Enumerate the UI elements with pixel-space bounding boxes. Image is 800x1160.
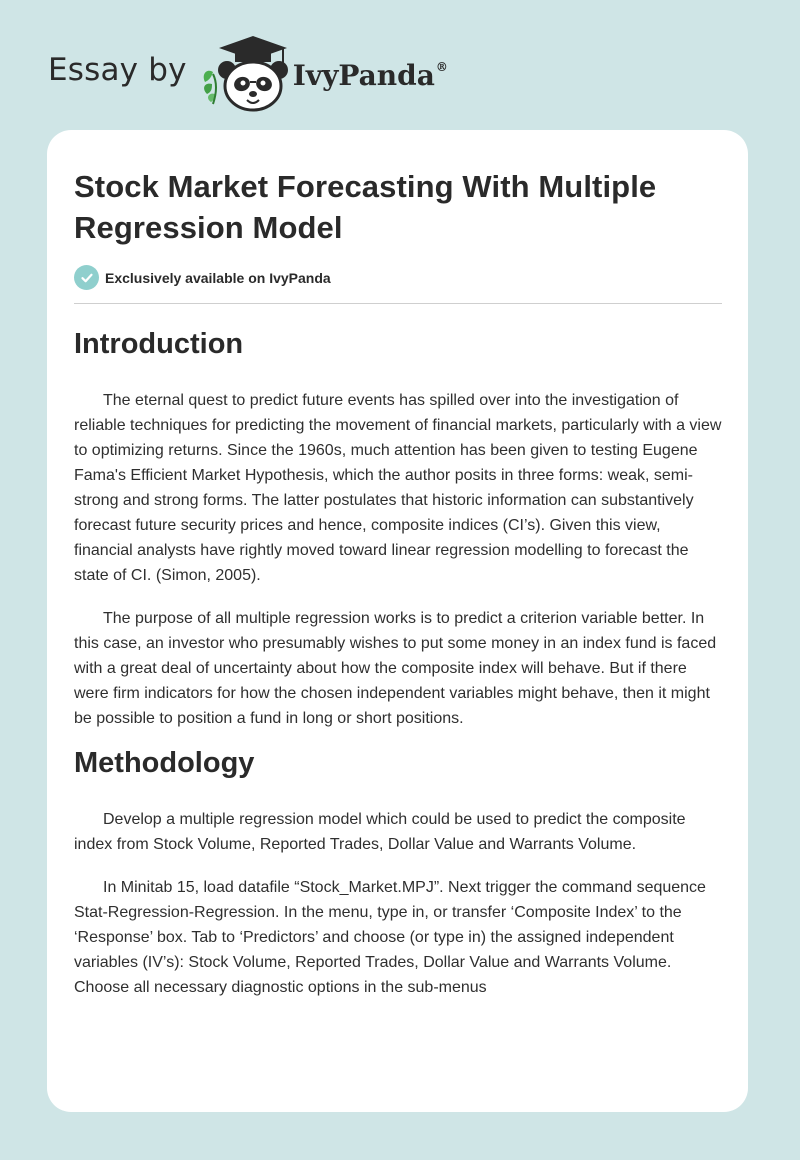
divider: [74, 303, 722, 304]
site-header: [48, 34, 448, 114]
essay-card: [47, 130, 748, 1112]
check-icon: [74, 265, 99, 290]
panda-logo-icon[interactable]: [187, 32, 291, 117]
paragraph: In Minitab 15, load datafile “Stock_Market.MPJ”. Next trigger the command sequence Stat-Regression-Regression. In the menu, type in, or transfer ‘Composite Index’ to the ‘Response’ box. Tab to ‘Predictors’ and choose (or type in) the assigned independent variables (IV’s): Stock Volume, Reported Trades, Dollar Value and Warrants Volume. Choose all necessary diagnostic options in the sub-menus: [74, 879, 706, 996]
exclusive-label: Exclusively available on IvyPanda: [105, 269, 331, 286]
section-heading-introduction: Introduction: [74, 328, 244, 360]
paragraph: The purpose of all multiple regression works is to predict a criterion variable better. In this case, an investor who presumably wishes to put some money in an index fund is faced with a great deal of uncertainty about how the composite index will behave. But if there were firm indicators for how the chosen independent variables might behave, then it might be possible to position a fund in long or short positions.: [74, 610, 717, 727]
page-title: Stock Market Forecasting With Multiple Regression Model: [74, 169, 657, 245]
brand-prefix: Essay by: [48, 52, 187, 88]
brand-name[interactable]: IvyPanda®: [292, 58, 448, 92]
paragraph: Develop a multiple regression model which could be used to predict the composite index from Stock Volume, Reported Trades, Dollar Value and Warrants Volume.: [74, 811, 686, 853]
section-heading-methodology: Methodology: [74, 747, 255, 779]
paragraph: The eternal quest to predict future events has spilled over into the investigation of reliable techniques for predicting the movement of financial markets, particularly with a view to optimizing returns. Since the 1960s, much attention has been given to testing Eugene Fama's Efficient Market Hypothesis, which the author posits in three forms: weak, semi-strong and strong forms. The latter postulates that historic information can substantively forecast future security prices and hence, composite indices (CI’s). Given this view, financial analysts have rightly moved toward linear regression modelling to forecast the state of CI. (Simon, 2005).: [74, 392, 722, 584]
exclusive-badge: [74, 265, 722, 290]
